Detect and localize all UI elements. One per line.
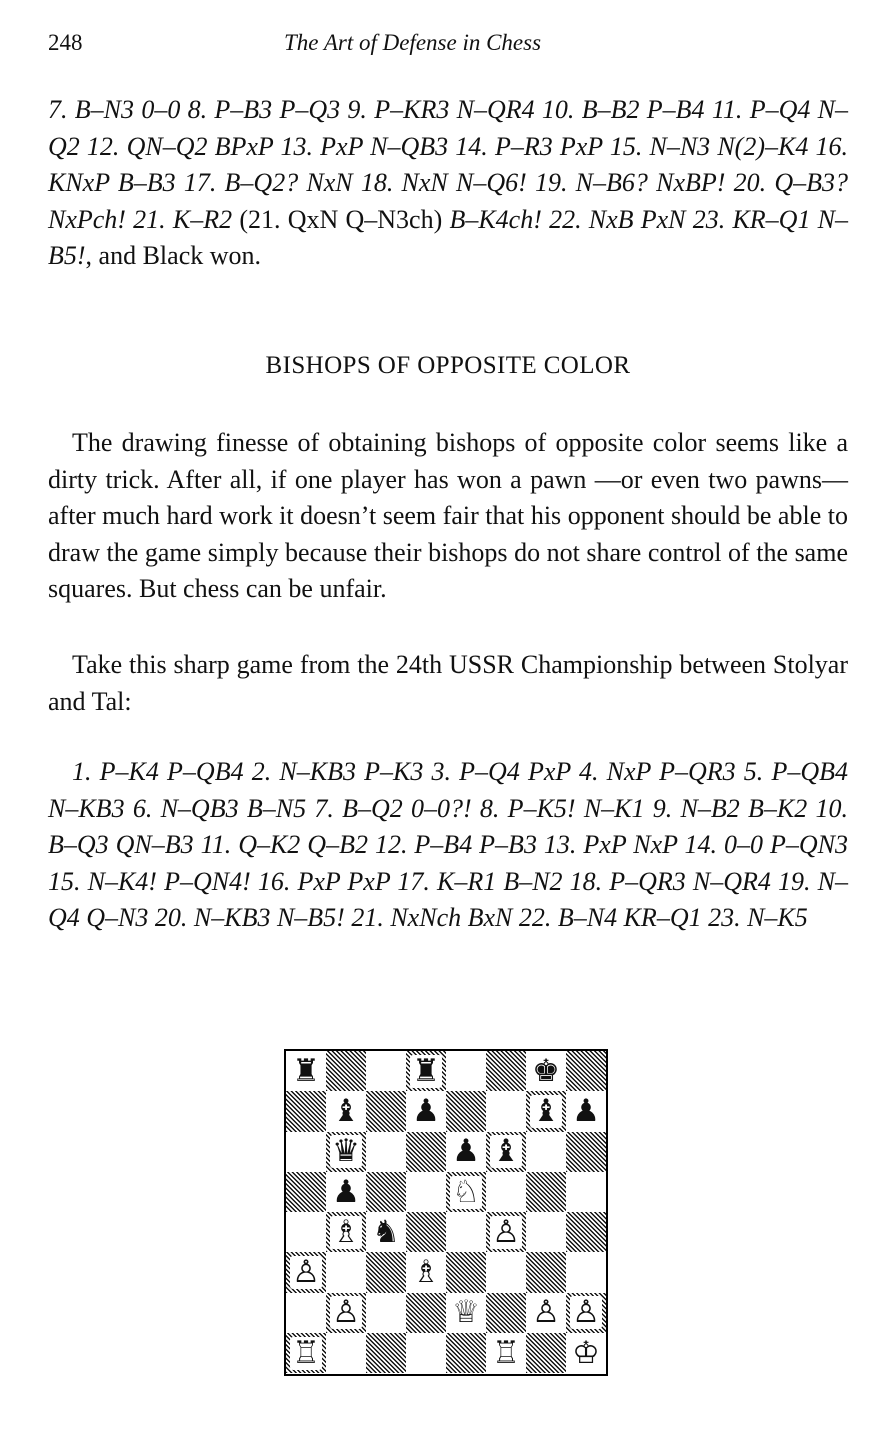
board-square-e3 [446, 1252, 486, 1292]
board-square-g8 [526, 1051, 566, 1091]
board-square-g3 [526, 1252, 566, 1292]
board-square-a3 [286, 1252, 326, 1292]
chess-piece-icon: ♟ [452, 1133, 480, 1170]
board-square-h5 [566, 1172, 606, 1212]
board-square-c2 [366, 1293, 406, 1333]
chess-piece-icon: ♞ [372, 1213, 400, 1250]
board-square-b4 [326, 1212, 366, 1252]
board-square-g4 [526, 1212, 566, 1252]
board-square-c5 [366, 1172, 406, 1212]
chess-piece-icon: ♕ [452, 1294, 480, 1331]
game-continuation-paragraph [48, 92, 848, 275]
chess-piece-icon: ♛ [332, 1133, 360, 1170]
board-square-a7 [286, 1091, 326, 1131]
running-title: The Art of Defense in Chess [284, 30, 542, 55]
board-square-a2 [286, 1293, 326, 1333]
page-header [48, 30, 848, 64]
board-square-e8 [446, 1051, 486, 1091]
chess-piece-icon: ♗ [412, 1254, 440, 1291]
chess-piece-icon: ♙ [532, 1294, 560, 1331]
chess-piece-icon: ♜ [292, 1052, 320, 1089]
board-square-a8 [286, 1051, 326, 1091]
chess-piece-icon: ♝ [332, 1092, 360, 1129]
page-number: 248 [48, 30, 83, 55]
board-square-d5 [406, 1172, 446, 1212]
body-paragraph-bishops: The drawing finesse of obtaining bishops of opposite color seems like a dirty trick. After all, if one player has won a pawn —or even two pawns—after much hard work it doesn’t seem fair that his opponent should be able to draw the game simply because their bishops do not share control of the same squares. But chess can be unfair. [48, 428, 848, 604]
board-square-c6 [366, 1132, 406, 1172]
board-square-f3 [486, 1252, 526, 1292]
board-square-f2 [486, 1293, 526, 1333]
board-square-c3 [366, 1252, 406, 1292]
chess-piece-icon: ♟ [332, 1173, 360, 1210]
board-square-d6 [406, 1132, 446, 1172]
chess-piece-icon: ♔ [572, 1334, 600, 1371]
board-square-b8 [326, 1051, 366, 1091]
board-square-g5 [526, 1172, 566, 1212]
board-square-h8 [566, 1051, 606, 1091]
variation-aside: (21. QxN Q–N3ch) [232, 204, 450, 234]
board-square-b2 [326, 1293, 366, 1333]
board-square-g2 [526, 1293, 566, 1333]
board-square-d3 [406, 1252, 446, 1292]
game-score-stolyar-tal: 1. P–K4 P–QB4 2. N–KB3 P–K3 3. P–Q4 PxP 4. NxP P–QR3 5. P–QB4 N–KB3 6. N–QB3 B–N5 7. B–Q2 0–0?! 8. P–K5! N–K1 9. N–B2 B–K2 10. B–Q3 QN–B3 11. Q–K2 Q–B2 12. P–B4 P–B3 13. PxP NxP 14. 0–0 P–QN3 15. N–K4! P–QN4! 16. PxP PxP 17. K–R1 B–N2 18. P–QR3 N–QR4 19. N–Q4 Q–N3 20. N–KB3 N–B5! 21. NxNch BxN 22. B–N4 KR–Q1 23. N–K5 [48, 757, 848, 933]
chess-piece-icon: ♙ [332, 1294, 360, 1331]
board-square-h2 [566, 1293, 606, 1333]
result-text: , and Black won. [85, 241, 262, 271]
board-square-b3 [326, 1252, 366, 1292]
chess-piece-icon: ♙ [572, 1294, 600, 1331]
board-square-e6 [446, 1132, 486, 1172]
board-square-e2 [446, 1293, 486, 1333]
board-square-g1 [526, 1333, 566, 1373]
board-square-b6 [326, 1132, 366, 1172]
board-square-f7 [486, 1091, 526, 1131]
chess-piece-icon: ♖ [492, 1334, 520, 1371]
board-square-a5 [286, 1172, 326, 1212]
chess-piece-icon: ♙ [492, 1213, 520, 1250]
board-square-b5 [326, 1172, 366, 1212]
board-square-d4 [406, 1212, 446, 1252]
board-square-a6 [286, 1132, 326, 1172]
chess-piece-icon: ♝ [532, 1092, 560, 1129]
board-square-f5 [486, 1172, 526, 1212]
chess-piece-icon: ♝ [492, 1133, 520, 1170]
chess-piece-icon: ♜ [412, 1052, 440, 1089]
board-square-h1 [566, 1333, 606, 1373]
chess-piece-icon: ♘ [452, 1173, 480, 1210]
board-square-d8 [406, 1051, 446, 1091]
board-square-e1 [446, 1333, 486, 1373]
board-square-d1 [406, 1333, 446, 1373]
board-square-a1 [286, 1333, 326, 1373]
chess-diagram [284, 1049, 608, 1376]
chess-piece-icon: ♟ [572, 1092, 600, 1129]
board-square-f4 [486, 1212, 526, 1252]
board-square-a4 [286, 1212, 326, 1252]
board-square-c7 [366, 1091, 406, 1131]
board-square-b7 [326, 1091, 366, 1131]
chess-piece-icon: ♙ [292, 1254, 320, 1291]
board-square-h7 [566, 1091, 606, 1131]
board-square-c8 [366, 1051, 406, 1091]
board-square-c1 [366, 1333, 406, 1373]
board-square-e5 [446, 1172, 486, 1212]
move-list: 7. B–N3 0–0 8. P–B3 P–Q3 9. P–KR3 N–QR4 10. B–B2 P–B4 11. P–Q4 N–Q2 12. QN–Q2 BPxP 13. PxP N–QB3 14. P–R3 PxP 15. N–N3 N(2)–K4 16. KNxP B–B3 17. B–Q2? NxN 18. NxN N–Q6! 19. N–B6? NxBP! 20. Q–B3? NxPch! 21. K–R2 [48, 95, 848, 234]
board-square-g6 [526, 1132, 566, 1172]
board-square-g7 [526, 1091, 566, 1131]
board-square-e7 [446, 1091, 486, 1131]
chess-piece-icon: ♗ [332, 1213, 360, 1250]
board-square-c4 [366, 1212, 406, 1252]
board-square-d7 [406, 1091, 446, 1131]
chess-piece-icon: ♟ [412, 1092, 440, 1129]
board-square-f8 [486, 1051, 526, 1091]
chess-piece-icon: ♚ [532, 1052, 560, 1089]
board-square-h6 [566, 1132, 606, 1172]
section-heading: BISHOPS OF OPPOSITE COLOR [265, 352, 631, 379]
board-square-b1 [326, 1333, 366, 1373]
body-paragraph-intro-game: Take this sharp game from the 24th USSR Championship between Stolyar and Tal: [48, 650, 848, 716]
board-square-e4 [446, 1212, 486, 1252]
move-list-continued: B–K4ch! 22. NxB PxN 23. KR–Q1 N–B5! [48, 204, 849, 271]
board-square-h3 [566, 1252, 606, 1292]
board-square-d2 [406, 1293, 446, 1333]
board-square-f1 [486, 1333, 526, 1373]
board-square-h4 [566, 1212, 606, 1252]
board-square-f6 [486, 1132, 526, 1172]
chess-piece-icon: ♖ [292, 1334, 320, 1371]
